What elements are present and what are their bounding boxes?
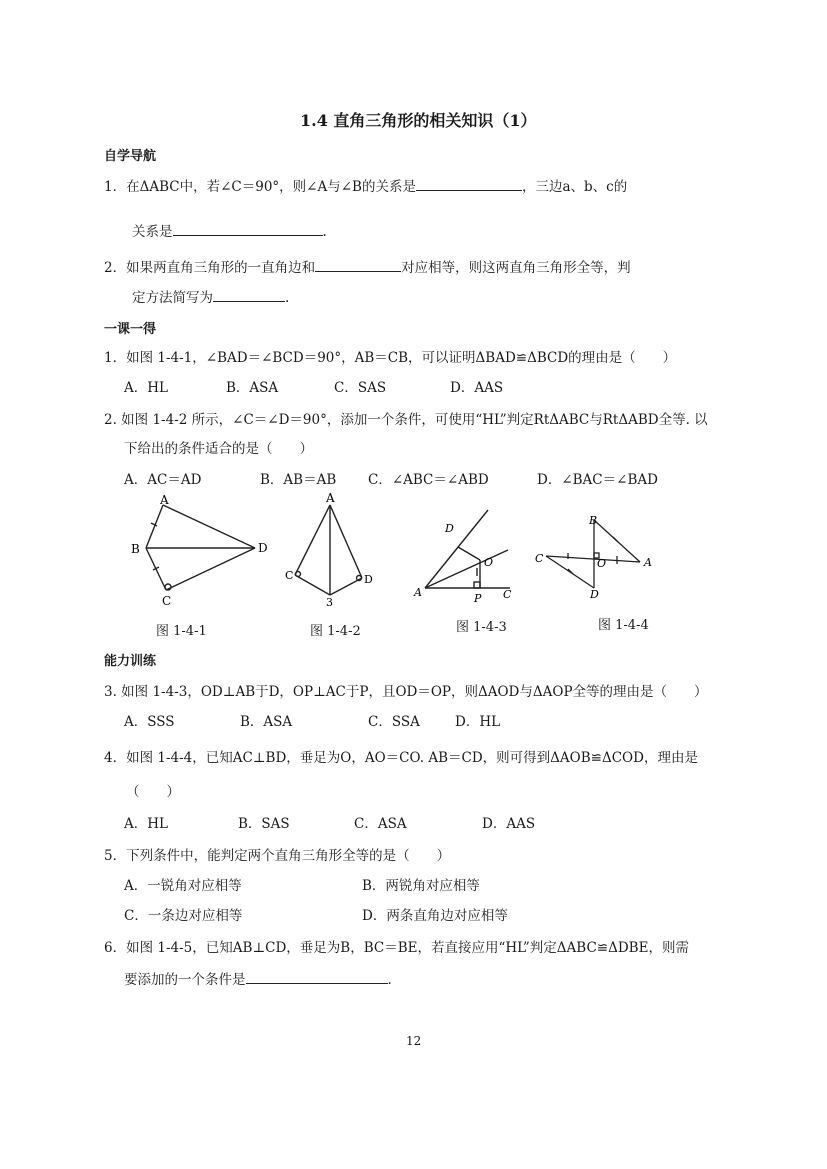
training-q5-option-a[interactable]: A．一锐角对应相等 [124, 878, 242, 894]
fig3-label-a: A [414, 586, 422, 599]
question-1-line-2 [132, 220, 327, 240]
fig3-label-c: C [503, 588, 512, 601]
training-q3-option-b[interactable]: B．ASA [240, 714, 293, 730]
training-question-6-text-a: 要添加的一个条件是 [124, 972, 246, 988]
lesson-q1-option-c[interactable]: C．SAS [334, 380, 387, 396]
figure-caption-1-4-2: 图 1-4-2 [310, 624, 361, 639]
fig2-label-d: D [364, 573, 373, 586]
training-question-6-line-1: 6．如图 1-4-5，已知AB⊥CD，垂足为B，BC＝BE，若直接应用“HL”判定ΔABC≌ΔDBE，则需 [104, 940, 689, 956]
training-question-5: 5．下列条件中，能判定两个直角三角形全等的是（ ） [104, 848, 451, 864]
training-question-4-line-2: （ ） [126, 784, 180, 800]
figure-caption-1-4-1: 图 1-4-1 [156, 624, 207, 639]
answer-blank-1b[interactable] [173, 221, 323, 236]
figures-row [0, 490, 827, 650]
question-2-text-a: 2．如果两直角三角形的一直角边和 [104, 260, 316, 276]
question-2-text-b: 对应相等，则这两直角三角形全等，判 [401, 260, 631, 276]
answer-blank-1a[interactable] [416, 176, 522, 191]
training-q4-option-a[interactable]: A．HL [124, 816, 168, 832]
training-q5-option-b[interactable]: B．两锐角对应相等 [362, 878, 480, 894]
figure-caption-1-4-3: 图 1-4-3 [456, 620, 507, 635]
training-q3-option-c[interactable]: C．SSA [368, 714, 420, 730]
question-1-text-d: . [322, 224, 327, 240]
lesson-q1-option-b[interactable]: B．ASA [226, 380, 279, 396]
section-heading-self-study: 自学导航 [104, 149, 157, 164]
page-title: 1.4 直角三角形的相关知识（1） [300, 111, 537, 130]
section-heading-lesson-gain: 一课一得 [104, 322, 157, 337]
lesson-q2-option-d[interactable]: D．∠BAC＝∠BAD [537, 472, 658, 488]
question-1-text-b: ，三边a、b、c的 [521, 179, 628, 195]
lesson-q2-option-a[interactable]: A．AC＝AD [124, 472, 202, 488]
fig1-label-a: A [160, 493, 169, 507]
lesson-question-2-line-2: 下给出的条件适合的是（ ） [124, 441, 313, 457]
fig1-label-d: D [258, 541, 268, 555]
lesson-q1-option-d[interactable]: D．AAS [450, 380, 504, 396]
training-question-4-line-1: 4．如图 1-4-4，已知AC⊥BD，垂足为O，AO＝CO. AB＝CD，则可得到ΔAOB≌ΔCOD，理由是 [104, 750, 698, 766]
figure-1-4-1 [146, 505, 255, 590]
question-1-text-a: 1．在ΔABC中，若∠C＝90°，则∠A与∠B的关系是 [104, 179, 416, 195]
question-2-text-c: 定方法简写为 [132, 290, 213, 306]
training-q4-option-b[interactable]: B．SAS [238, 816, 290, 832]
training-q3-option-a[interactable]: A．SSS [124, 714, 175, 730]
training-q4-option-d[interactable]: D．AAS [482, 816, 536, 832]
answer-blank-6[interactable] [246, 969, 388, 984]
lesson-q2-option-c[interactable]: C．∠ABC＝∠ABD [368, 472, 489, 488]
training-q5-option-d[interactable]: D．两条直角边对应相等 [362, 908, 508, 924]
training-question-6-line-2 [124, 968, 392, 988]
training-q5-option-c[interactable]: C．一条边对应相等 [124, 908, 243, 924]
training-question-3: 3. 如图 1-4-3，OD⊥AB于D，OP⊥AC于P，且OD＝OP，则ΔAOD与ΔAOP全等的理由是（ ） [104, 684, 708, 700]
lesson-q1-option-a[interactable]: A．HL [124, 380, 168, 396]
figure-1-4-4 [546, 520, 640, 588]
training-q3-option-d[interactable]: D．HL [455, 714, 501, 730]
question-2-text-d: . [285, 290, 290, 306]
training-question-6-text-b: . [387, 972, 392, 988]
fig4-label-a: A [644, 556, 652, 569]
lesson-question-2-line-1: 2. 如图 1-4-2 所示，∠C＝∠D＝90°，添加一个条件，可使用“HL”判定RtΔABC与RtΔABD全等. 以 [104, 412, 708, 428]
fig2-label-a: A [326, 491, 335, 505]
answer-blank-2b[interactable] [213, 287, 285, 302]
fig3-label-p: P [474, 592, 482, 605]
figure-caption-1-4-4: 图 1-4-4 [598, 618, 649, 633]
question-2-line-2 [132, 286, 289, 306]
fig2-label-c: C [285, 569, 294, 582]
question-2-line-1 [104, 256, 631, 276]
fig2-label-b: 3 [326, 596, 333, 609]
page-number: 12 [406, 1034, 422, 1048]
fig4-label-c: C [535, 552, 544, 565]
question-1-line-1 [104, 175, 627, 195]
section-heading-ability-training: 能力训练 [104, 654, 157, 669]
figure-1-4-2 [295, 505, 362, 595]
fig3-label-o: O [484, 556, 494, 569]
answer-blank-2a[interactable] [315, 257, 401, 272]
fig1-label-c: C [162, 594, 172, 608]
fig4-label-b: B [589, 514, 598, 527]
figure-1-4-3 [425, 510, 510, 588]
fig4-label-d: D [590, 588, 599, 601]
lesson-q2-option-b[interactable]: B．AB＝AB [260, 472, 337, 488]
fig3-label-d: D [445, 522, 454, 535]
fig4-label-o: O [597, 557, 607, 570]
fig1-label-b: B [131, 542, 140, 556]
question-1-text-c: 关系是 [132, 224, 173, 240]
lesson-question-1: 1．如图 1-4-1，∠BAD＝∠BCD＝90°，AB＝CB，可以证明ΔBAD≌ΔBCD的理由是（ ） [104, 350, 677, 366]
training-q4-option-c[interactable]: C．ASA [354, 816, 407, 832]
